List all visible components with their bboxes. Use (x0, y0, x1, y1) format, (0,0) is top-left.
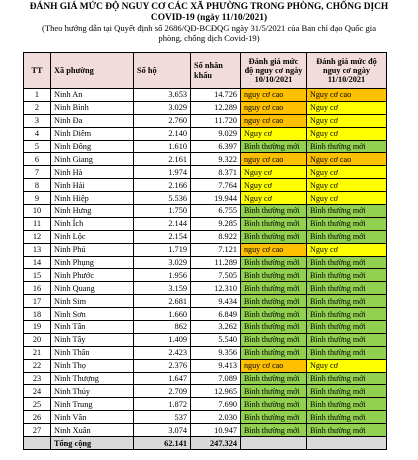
risk-level-10-10: Nguy cơ (241, 179, 307, 192)
risk-level-10-10: Bình thường mới (241, 217, 307, 230)
header-households: Số hộ (134, 53, 191, 89)
row-number: 13 (24, 243, 51, 256)
households-count: 1.872 (134, 398, 191, 411)
table-row (24, 89, 387, 102)
households-count: 862 (134, 321, 191, 334)
households-count: 2.376 (134, 359, 191, 372)
risk-level-11-10: Bình thường mới (307, 230, 387, 243)
table-row (24, 256, 387, 269)
total-population: 247.324 (191, 437, 241, 450)
population-count: 14.726 (191, 89, 241, 102)
row-number: 10 (24, 205, 51, 218)
households-count: 1.719 (134, 243, 191, 256)
population-count: 7.089 (191, 372, 241, 385)
commune-name: Ninh Bình (51, 101, 134, 114)
households-count: 5.536 (134, 192, 191, 205)
population-count: 9.285 (191, 217, 241, 230)
households-count: 1.647 (134, 372, 191, 385)
population-count: 7.690 (191, 398, 241, 411)
households-count: 2.166 (134, 179, 191, 192)
header-risk-10-10: Đánh giá mức độ nguy cơ ngày 10/10/2021 (241, 53, 307, 89)
table-row (24, 333, 387, 346)
row-number: 26 (24, 411, 51, 424)
risk-level-10-10: Nguy cơ (241, 192, 307, 205)
commune-name: Ninh Vân (51, 411, 134, 424)
total-households: 62.141 (134, 437, 191, 450)
risk-level-10-10: Bình thường mới (241, 230, 307, 243)
population-count: 11.289 (191, 256, 241, 269)
header-tt: TT (24, 53, 51, 89)
commune-name: Ninh Hải (51, 179, 134, 192)
total-label: Tổng cộng (51, 437, 134, 450)
population-count: 5.540 (191, 333, 241, 346)
risk-level-11-10: Nguy cơ (307, 192, 387, 205)
row-number: 8 (24, 179, 51, 192)
population-count: 7.121 (191, 243, 241, 256)
households-count: 3.653 (134, 89, 191, 102)
risk-level-10-10: nguy cơ cao (241, 89, 307, 102)
risk-level-11-10: Bình thường mới (307, 346, 387, 359)
risk-level-10-10: nguy cơ cao (241, 114, 307, 127)
population-count: 7.505 (191, 269, 241, 282)
risk-level-10-10: nguy cơ cao (241, 243, 307, 256)
table-row (24, 424, 387, 437)
table-row (24, 398, 387, 411)
risk-level-11-10: Bình thường mới (307, 321, 387, 334)
households-count: 1.750 (134, 205, 191, 218)
row-number: 24 (24, 385, 51, 398)
households-count: 2.154 (134, 230, 191, 243)
commune-name: Ninh Tân (51, 321, 134, 334)
risk-level-11-10: Nguy cơ cao (307, 89, 387, 102)
risk-level-11-10: Bình thường mới (307, 333, 387, 346)
population-count: 12.965 (191, 385, 241, 398)
table-row (24, 205, 387, 218)
table-row (24, 114, 387, 127)
households-count: 3.074 (134, 424, 191, 437)
commune-name: Ninh Giang (51, 153, 134, 166)
risk-level-10-10: Bình thường mới (241, 424, 307, 437)
population-count: 2.030 (191, 411, 241, 424)
row-number: 16 (24, 282, 51, 295)
households-count: 2.144 (134, 217, 191, 230)
households-count: 2.709 (134, 385, 191, 398)
commune-name: Ninh Đông (51, 140, 134, 153)
row-number: 14 (24, 256, 51, 269)
document-note (6, 24, 412, 43)
row-number: 4 (24, 127, 51, 140)
header-commune: Xã phường (51, 53, 134, 89)
row-number: 7 (24, 166, 51, 179)
note-line-1: (Theo hướng dẫn tại Quyết định số 2686/QĐ-BCĐQG ngày 31/5/2021 của Ban chỉ đạo Quốc gia (41, 23, 377, 33)
total-row (24, 437, 387, 450)
risk-level-11-10: Bình thường mới (307, 217, 387, 230)
risk-level-11-10: Nguy cơ (307, 101, 387, 114)
table-row (24, 192, 387, 205)
row-number: 23 (24, 372, 51, 385)
header-population: Số nhân khẩu (191, 53, 241, 89)
row-number: 5 (24, 140, 51, 153)
risk-level-11-10: Bình thường mới (307, 385, 387, 398)
population-count: 8.922 (191, 230, 241, 243)
commune-name: Ninh Phú (51, 243, 134, 256)
risk-level-10-10: Nguy cơ (241, 166, 307, 179)
risk-level-11-10: Bình thường mới (307, 372, 387, 385)
total-blank-cell (241, 437, 307, 450)
table-row (24, 230, 387, 243)
table-row (24, 385, 387, 398)
table-body (24, 89, 387, 437)
risk-level-11-10: Bình thường mới (307, 269, 387, 282)
risk-level-11-10: Bình thường mới (307, 308, 387, 321)
commune-name: Ninh Diêm (51, 127, 134, 140)
population-count: 19.944 (191, 192, 241, 205)
population-count: 6.849 (191, 308, 241, 321)
risk-level-11-10: Nguy cơ (307, 127, 387, 140)
risk-assessment-table (23, 52, 387, 450)
risk-level-11-10: Bình thường mới (307, 424, 387, 437)
population-count: 12.310 (191, 282, 241, 295)
commune-name: Ninh Hiệp (51, 192, 134, 205)
risk-level-10-10: Bình thường mới (241, 256, 307, 269)
table-row (24, 127, 387, 140)
table-row (24, 359, 387, 372)
commune-name: Ninh Thân (51, 346, 134, 359)
commune-name: Ninh Sim (51, 295, 134, 308)
commune-name: Ninh Thọ (51, 359, 134, 372)
row-number: 12 (24, 230, 51, 243)
population-count: 10.947 (191, 424, 241, 437)
commune-name: Ninh Hưng (51, 205, 134, 218)
header-risk-11-10: Đánh giá mức độ nguy cơ ngày 11/10/2021 (307, 53, 387, 89)
row-number: 2 (24, 101, 51, 114)
risk-level-10-10: Nguy cơ (241, 127, 307, 140)
note-line-2: phòng, chống dịch Covid-19) (158, 32, 260, 43)
population-count: 6.755 (191, 205, 241, 218)
risk-level-11-10: Nguy cơ cao (307, 153, 387, 166)
commune-name: Ninh Đa (51, 114, 134, 127)
table-row (24, 153, 387, 166)
commune-name: Ninh Ích (51, 217, 134, 230)
population-count: 8.371 (191, 166, 241, 179)
risk-level-10-10: Bình thường mới (241, 269, 307, 282)
row-number: 21 (24, 346, 51, 359)
households-count: 2.760 (134, 114, 191, 127)
risk-level-10-10: Bình thường mới (241, 411, 307, 424)
population-count: 3.262 (191, 321, 241, 334)
commune-name: Ninh Thượng (51, 372, 134, 385)
row-number: 6 (24, 153, 51, 166)
risk-level-10-10: nguy cơ cao (241, 153, 307, 166)
risk-level-10-10: nguy cơ cao (241, 359, 307, 372)
population-count: 9.434 (191, 295, 241, 308)
total-blank-cell (307, 437, 387, 450)
risk-level-10-10: Bình thường mới (241, 385, 307, 398)
table-row (24, 166, 387, 179)
row-number: 20 (24, 333, 51, 346)
risk-level-10-10: Bình thường mới (241, 308, 307, 321)
commune-name: Ninh Hà (51, 166, 134, 179)
risk-level-11-10: Bình thường mới (307, 295, 387, 308)
risk-level-11-10: Bình thường mới (307, 282, 387, 295)
risk-level-11-10: Nguy cơ (307, 114, 387, 127)
table-row (24, 308, 387, 321)
table-row (24, 101, 387, 114)
households-count: 1.610 (134, 140, 191, 153)
risk-level-10-10: Bình thường mới (241, 140, 307, 153)
households-count: 1.974 (134, 166, 191, 179)
population-count: 11.720 (191, 114, 241, 127)
households-count: 3.029 (134, 256, 191, 269)
risk-level-10-10: Bình thường mới (241, 398, 307, 411)
population-count: 9.029 (191, 127, 241, 140)
population-count: 6.397 (191, 140, 241, 153)
households-count: 1.660 (134, 308, 191, 321)
table-row (24, 411, 387, 424)
row-number: 9 (24, 192, 51, 205)
households-count: 2.140 (134, 127, 191, 140)
row-number: 11 (24, 217, 51, 230)
risk-level-10-10: Bình thường mới (241, 295, 307, 308)
row-number: 18 (24, 308, 51, 321)
risk-level-10-10: Bình thường mới (241, 205, 307, 218)
households-count: 3.029 (134, 101, 191, 114)
risk-level-11-10: Nguy cơ (307, 243, 387, 256)
risk-level-10-10: Bình thường mới (241, 282, 307, 295)
risk-level-11-10: Nguy cơ (307, 359, 387, 372)
population-count: 9.322 (191, 153, 241, 166)
risk-level-11-10: Nguy cơ (307, 166, 387, 179)
risk-level-10-10: Bình thường mới (241, 346, 307, 359)
population-count: 12.289 (191, 101, 241, 114)
risk-level-11-10: Bình thường mới (307, 256, 387, 269)
row-number: 27 (24, 424, 51, 437)
table-row (24, 282, 387, 295)
table-row (24, 372, 387, 385)
population-count: 7.764 (191, 179, 241, 192)
row-number: 1 (24, 89, 51, 102)
table-header-row (24, 53, 387, 89)
row-number: 19 (24, 321, 51, 334)
title-line-1: ĐÁNH GIÁ MỨC ĐỘ NGUY CƠ CÁC XÃ PHƯỜNG TRONG PHÒNG, CHỐNG DỊCH (29, 2, 389, 12)
commune-name: Ninh Trung (51, 398, 134, 411)
row-number: 3 (24, 114, 51, 127)
table-row (24, 179, 387, 192)
table-row (24, 321, 387, 334)
commune-name: Ninh An (51, 89, 134, 102)
households-count: 2.423 (134, 346, 191, 359)
commune-name: Ninh Phụng (51, 256, 134, 269)
row-number: 22 (24, 359, 51, 372)
total-blank-cell (24, 437, 51, 450)
households-count: 2.161 (134, 153, 191, 166)
risk-level-10-10: Bình thường mới (241, 333, 307, 346)
population-count: 9.356 (191, 346, 241, 359)
households-count: 1.956 (134, 269, 191, 282)
document-title (0, 2, 418, 23)
commune-name: Ninh Thủy (51, 385, 134, 398)
households-count: 1.409 (134, 333, 191, 346)
households-count: 537 (134, 411, 191, 424)
commune-name: Ninh Sơn (51, 308, 134, 321)
table-row (24, 269, 387, 282)
row-number: 15 (24, 269, 51, 282)
risk-level-11-10: Bình thường mới (307, 398, 387, 411)
commune-name: Ninh Quang (51, 282, 134, 295)
commune-name: Ninh Tây (51, 333, 134, 346)
row-number: 17 (24, 295, 51, 308)
risk-level-10-10: Bình thường mới (241, 372, 307, 385)
table-row (24, 243, 387, 256)
risk-level-11-10: Bình thường mới (307, 411, 387, 424)
risk-level-10-10: Bình thường mới (241, 321, 307, 334)
risk-level-11-10: Nguy cơ (307, 179, 387, 192)
risk-level-11-10: Bình thường mới (307, 205, 387, 218)
table-row (24, 140, 387, 153)
title-line-2: COVID-19 (ngày 11/10/2021) (150, 12, 268, 23)
commune-name: Ninh Phước (51, 269, 134, 282)
households-count: 2.681 (134, 295, 191, 308)
risk-level-11-10: Bình thường mới (307, 140, 387, 153)
table-row (24, 295, 387, 308)
commune-name: Ninh Lộc (51, 230, 134, 243)
households-count: 3.159 (134, 282, 191, 295)
table-row (24, 217, 387, 230)
row-number: 25 (24, 398, 51, 411)
commune-name: Ninh Xuân (51, 424, 134, 437)
risk-level-10-10: nguy cơ cao (241, 101, 307, 114)
population-count: 9.413 (191, 359, 241, 372)
table-row (24, 346, 387, 359)
